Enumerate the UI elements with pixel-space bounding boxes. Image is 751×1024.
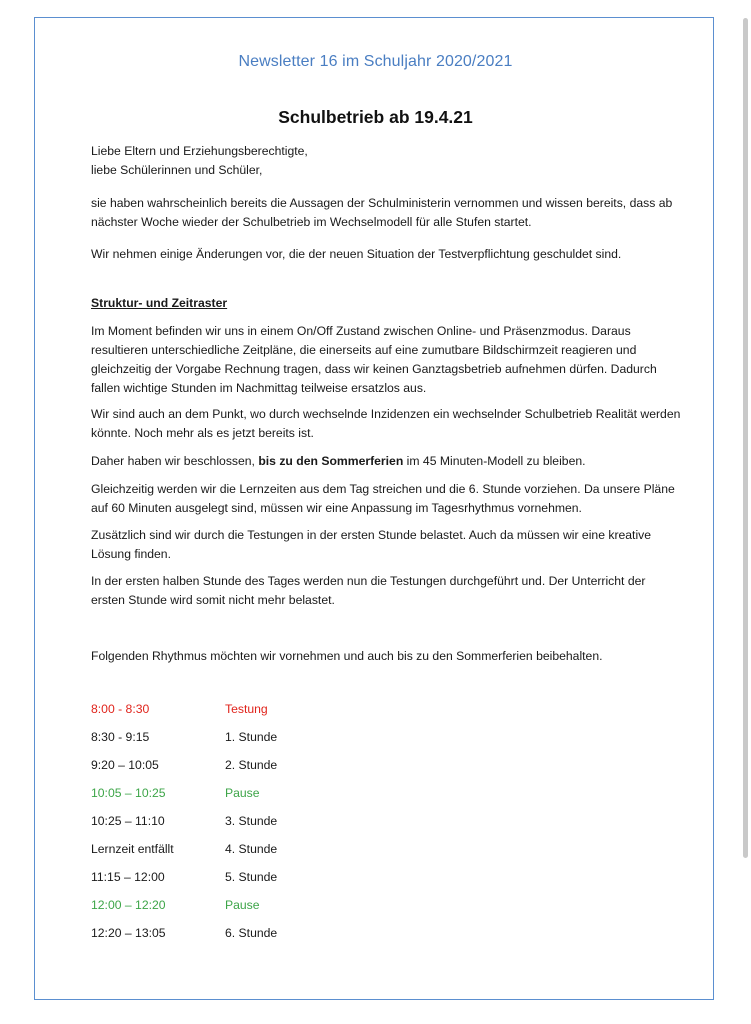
schedule-time: 11:15 – 12:00: [91, 870, 165, 884]
schedule-time: 10:25 – 11:10: [91, 814, 165, 828]
schedule-row: [91, 811, 491, 839]
schedule-row: [91, 755, 491, 783]
greeting-line-2: liebe Schülerinnen und Schüler,: [91, 163, 263, 177]
schedule-time: 8:00 - 8:30: [91, 702, 150, 716]
paragraph-3-end: im 45 Minuten-Modell zu bleiben.: [403, 454, 586, 468]
greeting: [91, 142, 681, 180]
schedule-label: 6. Stunde: [225, 926, 278, 940]
schedule-time: 10:05 – 10:25: [91, 786, 166, 800]
schedule-time: 12:00 – 12:20: [91, 898, 166, 912]
schedule-time: 9:20 – 10:05: [91, 758, 159, 772]
section-heading: Struktur- und Zeitraster: [91, 296, 228, 310]
section-paragraph-1: Im Moment befinden wir uns in einem On/Off Zustand zwischen Online- und Präsenzmodus. Daraus resultieren unterschiedliche Zeitpläne, die einerseits auf eine zumutbare Bildschirmzeit reagieren und gleichzeitig der Vorgabe Rechnung tragen, dass wir keinen Ganztagsbetrieb aufnehmen dürfen. Dadurch fallen wichtige Stunden im Nachmittag teilweise ersatzlos aus.: [91, 324, 657, 395]
schedule-row: [91, 699, 491, 727]
paragraph-3-start: Daher haben wir beschlossen,: [91, 454, 259, 468]
schedule-label: Pause: [225, 786, 260, 800]
schedule-table: [91, 699, 491, 951]
section-paragraph-4: Gleichzeitig werden wir die Lernzeiten aus dem Tag streichen und die 6. Stunde vorziehen. Da unsere Pläne auf 60 Minuten ausgelegt sind, müssen wir eine Anpassung im Tagesrhythmus vornehmen.: [91, 482, 675, 515]
schedule-row: [91, 727, 491, 755]
schedule-row: [91, 839, 491, 867]
schedule-label: 4. Stunde: [225, 842, 278, 856]
page-title: Schulbetrieb ab 19.4.21: [278, 107, 473, 127]
greeting-line-1: Liebe Eltern und Erziehungsberechtigte,: [91, 144, 308, 158]
schedule-label: 2. Stunde: [225, 758, 278, 772]
schedule-time: 8:30 - 9:15: [91, 730, 150, 744]
schedule-label: Pause: [225, 898, 260, 912]
schedule-label: 3. Stunde: [225, 814, 278, 828]
schedule-time: 12:20 – 13:05: [91, 926, 166, 940]
schedule-row: [91, 867, 491, 895]
schedule-row: [91, 783, 491, 811]
rhythm-intro: Folgenden Rhythmus möchten wir vornehmen und auch bis zu den Sommerferien beibehalten.: [91, 649, 603, 663]
schedule-row: [91, 895, 491, 923]
section-paragraph-3: [91, 452, 681, 471]
intro-paragraph-1: sie haben wahrscheinlich bereits die Aussagen der Schulministerin vernommen und wissen bereits, dass ab nächster Woche wieder der Schulbetrieb im Wechselmodell für alle Stufen startet.: [91, 196, 673, 229]
section-paragraph-2: Wir sind auch an dem Punkt, wo durch wechselnde Inzidenzen ein wechselnder Schulbetrieb Realität werden könnte. Noch mehr als es jetzt bereits ist.: [91, 407, 681, 440]
section-paragraph-6: In der ersten halben Stunde des Tages werden nun die Testungen durchgeführt und. Der Unterricht der ersten Stunde wird somit nicht mehr belastet.: [91, 574, 646, 607]
schedule-label: 1. Stunde: [225, 730, 278, 744]
paragraph-3-emphasis: bis zu den Sommerferien: [258, 454, 404, 468]
schedule-label: 5. Stunde: [225, 870, 278, 884]
schedule-row: [91, 923, 491, 951]
section-paragraph-5: Zusätzlich sind wir durch die Testungen in der ersten Stunde belastet. Auch da müssen wir eine kreative Lösung finden.: [91, 528, 652, 561]
scrollbar[interactable]: [743, 18, 748, 858]
schedule-time: Lernzeit entfällt: [91, 842, 174, 856]
schedule-label: Testung: [225, 702, 268, 716]
intro-paragraph-2: Wir nehmen einige Änderungen vor, die der neuen Situation der Testverpflichtung geschuldet sind.: [91, 247, 622, 261]
newsletter-title: Newsletter 16 im Schuljahr 2020/2021: [238, 53, 513, 70]
